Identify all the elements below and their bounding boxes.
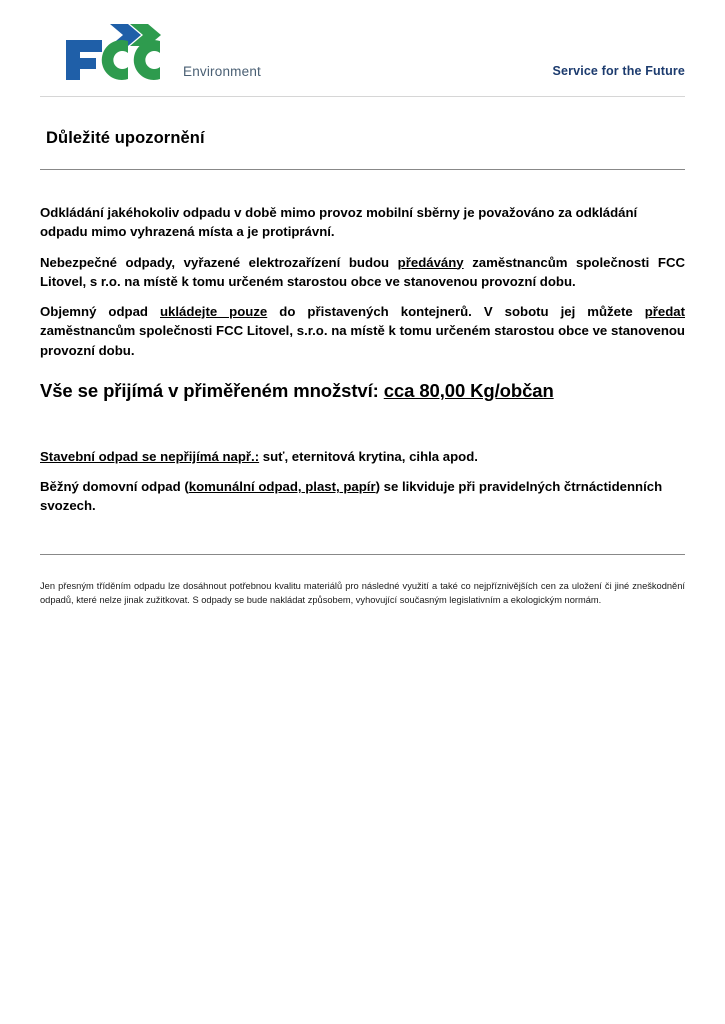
paragraph-5 bbox=[40, 477, 685, 516]
paragraph-2-part-1: Nebezpečné odpady, vyřazené elektrozařízení budou bbox=[40, 254, 398, 270]
paragraph-2-underlined: předávány bbox=[397, 254, 464, 270]
fcc-logo-mark bbox=[62, 22, 180, 82]
headline-quantity bbox=[40, 379, 685, 403]
paragraph-2 bbox=[40, 253, 685, 292]
footer-divider bbox=[40, 554, 685, 555]
headline-spacer bbox=[40, 403, 685, 447]
header-tagline: Service for the Future bbox=[552, 64, 685, 78]
headline-underlined: cca 80,00 Kg/občan bbox=[383, 379, 554, 401]
paragraph-4 bbox=[40, 447, 685, 466]
paragraph-1: Odkládání jakéhokoliv odpadu v době mimo provoz mobilní sběrny je považováno za odkládání odpadu mimo vyhrazená místa a je protiprávní. bbox=[40, 205, 638, 240]
paragraph-3-underlined-1: ukládejte pouze bbox=[160, 304, 268, 320]
paragraph-2-part-2: zaměstnancům společnosti FCC Litovel, s r.o. na místě k tomu určeném starostou obce ve stanovenou provozní dobu. bbox=[40, 254, 685, 289]
footer-divider-wrap bbox=[40, 527, 685, 555]
logo-subtitle: Environment bbox=[183, 64, 261, 79]
paragraph-3-part-1: Objemný odpad bbox=[40, 304, 160, 320]
document-body bbox=[40, 170, 685, 938]
paragraph-3-part-3: zaměstnancům společnosti FCC Litovel, s.r.o. na místě k tomu určeném starostou obce ve stanovenou provozní dobu. bbox=[40, 323, 685, 358]
headline-part-1: Vše se přijímá v přiměřeném množství: bbox=[40, 379, 384, 401]
paragraph-5-part-2: ) se likviduje při pravidelných čtrnáctidenních svozech. bbox=[40, 479, 663, 514]
paragraph-4-underlined: Stavební odpad se nepřijímá např.: bbox=[40, 448, 260, 464]
paragraph-5-underlined: komunální odpad, plast, papír bbox=[188, 479, 376, 495]
paragraph-3-part-2: do přistavených kontejnerů. V sobotu jej můžete bbox=[267, 304, 645, 320]
paragraph-5-part-1: Běžný domovní odpad ( bbox=[40, 479, 189, 495]
paragraph-4-part-1: suť, eternitová krytina, cihla apod. bbox=[259, 448, 478, 464]
page-header bbox=[40, 0, 685, 96]
blank-page-area bbox=[40, 608, 685, 938]
fcc-logo bbox=[40, 22, 290, 94]
page-title: Důležité upozornění bbox=[46, 129, 205, 147]
paragraph-3 bbox=[40, 302, 685, 360]
title-divider-wrap bbox=[40, 148, 685, 170]
fineprint-note: Jen přesným tříděním odpadu lze dosáhnout potřebnou kvalitu materiálů pro následné využití a také co nejpříznivějších cen za uložení či jiné zneškodnění odpadů, které nelze jinak zužitkovat. S odpady se bude nakládat způsobem, vyhovující současným legislativním a ekologickým normám. bbox=[40, 580, 685, 606]
paragraph-3-underlined-2: předat bbox=[644, 304, 685, 320]
